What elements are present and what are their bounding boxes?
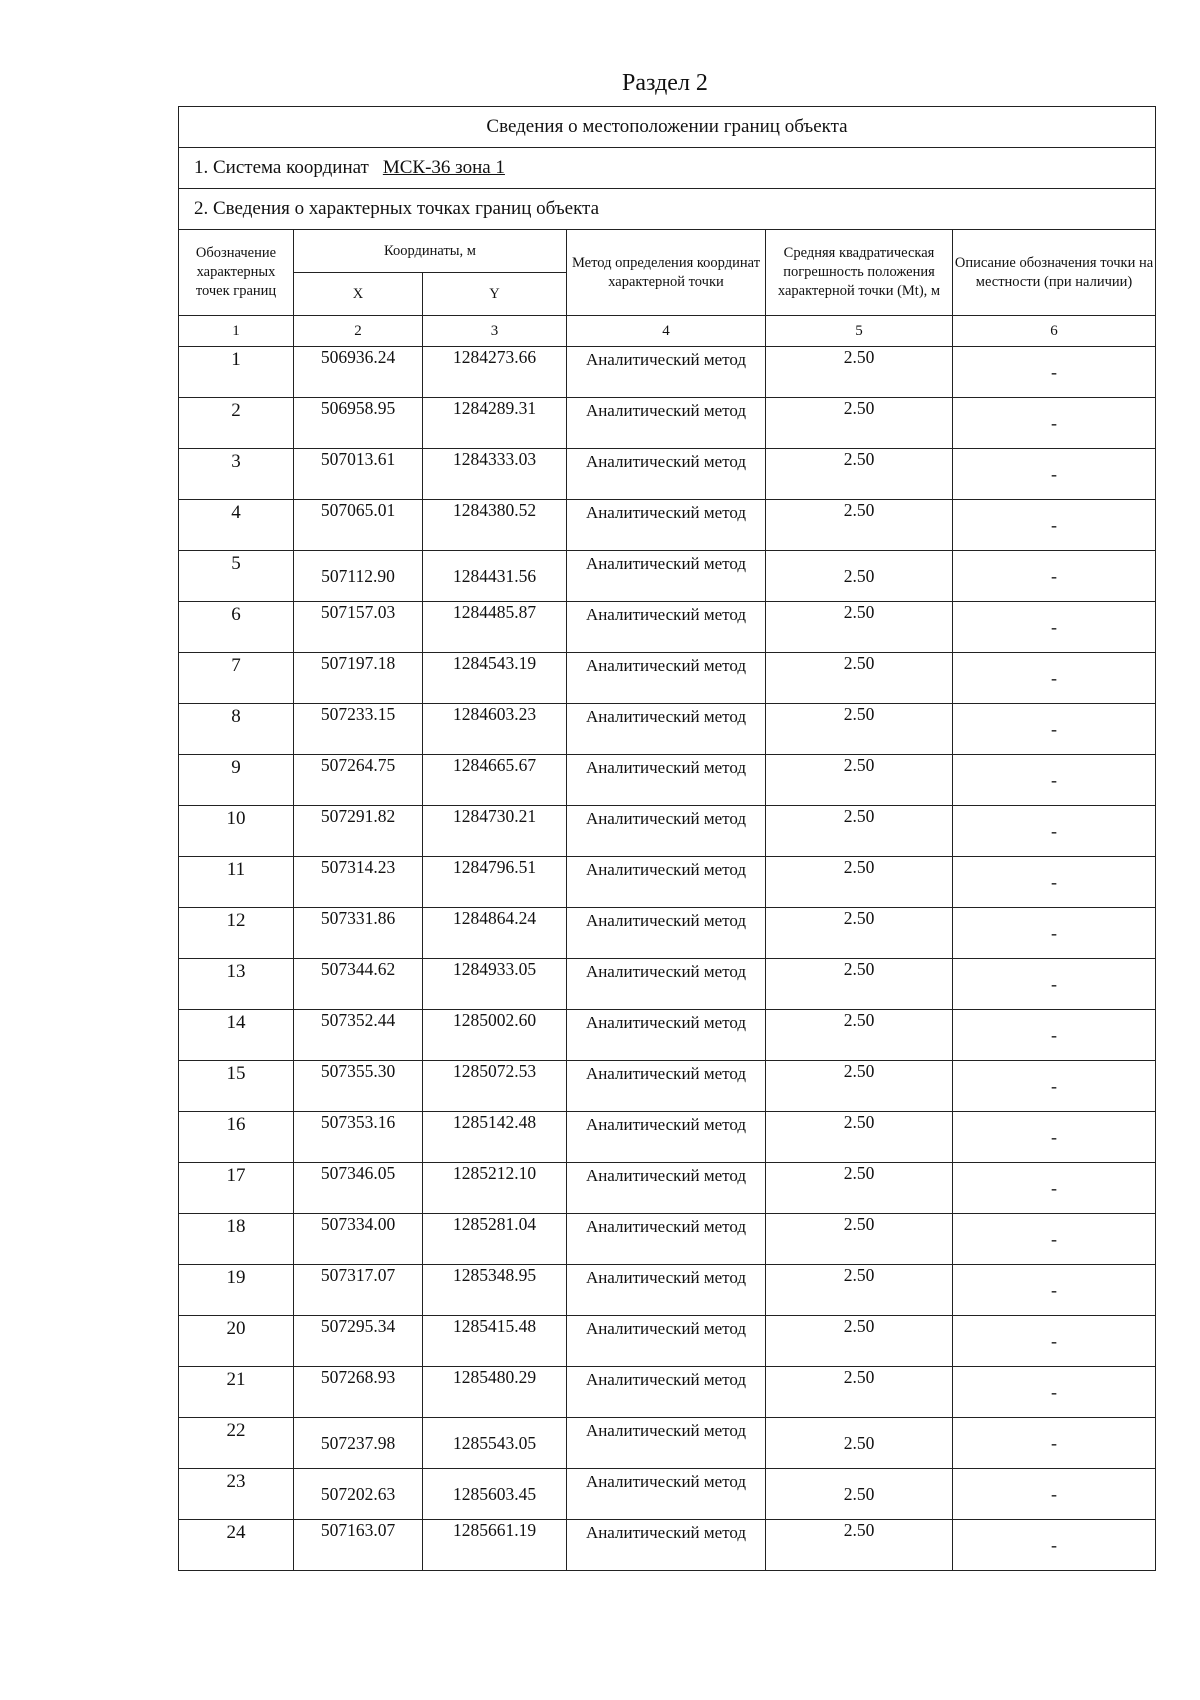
error-cell: 2.50 xyxy=(766,806,953,857)
description-cell: - xyxy=(953,1061,1156,1112)
description-cell: - xyxy=(953,1010,1156,1061)
method-cell: Аналитический метод xyxy=(567,1265,766,1316)
error-cell: 2.50 xyxy=(766,704,953,755)
method-cell: Аналитический метод xyxy=(567,857,766,908)
description-cell: - xyxy=(953,398,1156,449)
description-cell: - xyxy=(953,1214,1156,1265)
method-cell: Аналитический метод xyxy=(567,1316,766,1367)
description-cell: - xyxy=(953,449,1156,500)
coordinate-x: 507163.07 xyxy=(294,1520,423,1571)
method-cell: Аналитический метод xyxy=(567,500,766,551)
coordinate-x: 507065.01 xyxy=(294,500,423,551)
point-number: 20 xyxy=(179,1316,294,1367)
error-cell: 2.50 xyxy=(766,500,953,551)
error-cell: 2.50 xyxy=(766,1112,953,1163)
error-cell: 2.50 xyxy=(766,1520,953,1571)
description-cell: - xyxy=(953,1520,1156,1571)
coordinate-y: 1285142.48 xyxy=(423,1112,567,1163)
description-cell: - xyxy=(953,1163,1156,1214)
point-number: 15 xyxy=(179,1061,294,1112)
table-row xyxy=(179,959,1156,1010)
error-cell: 2.50 xyxy=(766,347,953,398)
coordinate-x: 507314.23 xyxy=(294,857,423,908)
coordinate-y: 1284864.24 xyxy=(423,908,567,959)
table-row xyxy=(179,449,1156,500)
error-cell: 2.50 xyxy=(766,1469,953,1520)
method-cell: Аналитический метод xyxy=(567,1163,766,1214)
method-cell: Аналитический метод xyxy=(567,1010,766,1061)
error-cell: 2.50 xyxy=(766,449,953,500)
column-number: 5 xyxy=(766,316,953,347)
description-cell: - xyxy=(953,1469,1156,1520)
point-number: 17 xyxy=(179,1163,294,1214)
error-cell: 2.50 xyxy=(766,1265,953,1316)
column-number: 1 xyxy=(179,316,294,347)
coordinate-y: 1285281.04 xyxy=(423,1214,567,1265)
description-cell: - xyxy=(953,551,1156,602)
coordinate-y: 1284380.52 xyxy=(423,500,567,551)
coordinate-x: 507346.05 xyxy=(294,1163,423,1214)
column-number: 2 xyxy=(294,316,423,347)
page-title: Раздел 2 xyxy=(622,70,708,96)
table-row xyxy=(179,602,1156,653)
column-number: 3 xyxy=(423,316,567,347)
coordinate-y: 1284273.66 xyxy=(423,347,567,398)
point-number: 11 xyxy=(179,857,294,908)
header-y: Y xyxy=(423,273,567,316)
coordinate-y: 1285348.95 xyxy=(423,1265,567,1316)
coordinate-system-row xyxy=(179,148,1156,189)
error-cell: 2.50 xyxy=(766,908,953,959)
header-error: Средняя квадратическая погрешность положения характерной точки (Mt), м xyxy=(766,230,953,316)
table-row xyxy=(179,908,1156,959)
error-cell: 2.50 xyxy=(766,398,953,449)
coordinate-x: 506936.24 xyxy=(294,347,423,398)
method-cell: Аналитический метод xyxy=(567,1469,766,1520)
error-cell: 2.50 xyxy=(766,857,953,908)
coordinate-x: 507331.86 xyxy=(294,908,423,959)
description-cell: - xyxy=(953,1265,1156,1316)
error-cell: 2.50 xyxy=(766,959,953,1010)
coordinate-y: 1285212.10 xyxy=(423,1163,567,1214)
method-cell: Аналитический метод xyxy=(567,755,766,806)
description-cell: - xyxy=(953,755,1156,806)
method-cell: Аналитический метод xyxy=(567,806,766,857)
description-cell: - xyxy=(953,1418,1156,1469)
method-cell: Аналитический метод xyxy=(567,704,766,755)
coordinate-y: 1285072.53 xyxy=(423,1061,567,1112)
error-cell: 2.50 xyxy=(766,1316,953,1367)
coordinate-y: 1284543.19 xyxy=(423,653,567,704)
table-row xyxy=(179,398,1156,449)
points-section-title: 2. Сведения о характерных точках границ объекта xyxy=(179,189,1156,230)
coordinate-y: 1285603.45 xyxy=(423,1469,567,1520)
coordinate-x: 507013.61 xyxy=(294,449,423,500)
method-cell: Аналитический метод xyxy=(567,959,766,1010)
coordinate-x: 507355.30 xyxy=(294,1061,423,1112)
point-number: 13 xyxy=(179,959,294,1010)
coordinate-x: 507334.00 xyxy=(294,1214,423,1265)
coordinate-system-label: 1. Система координат xyxy=(194,157,369,178)
coordinate-x: 506958.95 xyxy=(294,398,423,449)
table-row xyxy=(179,551,1156,602)
error-cell: 2.50 xyxy=(766,551,953,602)
coordinate-y: 1284730.21 xyxy=(423,806,567,857)
table-row xyxy=(179,1010,1156,1061)
method-cell: Аналитический метод xyxy=(567,653,766,704)
table-row xyxy=(179,500,1156,551)
table-row xyxy=(179,1418,1156,1469)
error-cell: 2.50 xyxy=(766,1010,953,1061)
coordinate-x: 507295.34 xyxy=(294,1316,423,1367)
table-row xyxy=(179,1265,1156,1316)
coordinate-y: 1285415.48 xyxy=(423,1316,567,1367)
table-row xyxy=(179,1469,1156,1520)
method-cell: Аналитический метод xyxy=(567,908,766,959)
coordinate-y: 1285661.19 xyxy=(423,1520,567,1571)
coordinate-x: 507317.07 xyxy=(294,1265,423,1316)
coordinate-x: 507291.82 xyxy=(294,806,423,857)
method-cell: Аналитический метод xyxy=(567,347,766,398)
coordinate-y: 1284289.31 xyxy=(423,398,567,449)
point-number: 18 xyxy=(179,1214,294,1265)
point-number: 3 xyxy=(179,449,294,500)
point-number: 22 xyxy=(179,1418,294,1469)
coordinate-x: 507352.44 xyxy=(294,1010,423,1061)
point-number: 5 xyxy=(179,551,294,602)
description-cell: - xyxy=(953,347,1156,398)
point-number: 8 xyxy=(179,704,294,755)
point-number: 16 xyxy=(179,1112,294,1163)
point-number: 7 xyxy=(179,653,294,704)
method-cell: Аналитический метод xyxy=(567,551,766,602)
coordinate-y: 1284665.67 xyxy=(423,755,567,806)
method-cell: Аналитический метод xyxy=(567,1418,766,1469)
table-row xyxy=(179,1061,1156,1112)
coordinate-x: 507112.90 xyxy=(294,551,423,602)
method-cell: Аналитический метод xyxy=(567,1214,766,1265)
header-designation: Обозначение характерных точек границ xyxy=(179,230,294,316)
coordinate-x: 507202.63 xyxy=(294,1469,423,1520)
point-number: 21 xyxy=(179,1367,294,1418)
description-cell: - xyxy=(953,653,1156,704)
table-row xyxy=(179,1112,1156,1163)
section-title: Сведения о местоположении границ объекта xyxy=(179,107,1156,148)
coordinate-x: 507268.93 xyxy=(294,1367,423,1418)
description-cell: - xyxy=(953,704,1156,755)
coordinate-x: 507237.98 xyxy=(294,1418,423,1469)
header-coordinates: Координаты, м xyxy=(294,230,567,273)
coordinate-y: 1284603.23 xyxy=(423,704,567,755)
table-row xyxy=(179,653,1156,704)
table-row xyxy=(179,1214,1156,1265)
coordinate-y: 1285002.60 xyxy=(423,1010,567,1061)
description-cell: - xyxy=(953,908,1156,959)
column-number: 4 xyxy=(567,316,766,347)
coordinate-system-value: МСК-36 зона 1 xyxy=(382,157,505,178)
coordinate-x: 507233.15 xyxy=(294,704,423,755)
error-cell: 2.50 xyxy=(766,1214,953,1265)
description-cell: - xyxy=(953,806,1156,857)
point-number: 10 xyxy=(179,806,294,857)
error-cell: 2.50 xyxy=(766,1061,953,1112)
point-number: 4 xyxy=(179,500,294,551)
error-cell: 2.50 xyxy=(766,1418,953,1469)
description-cell: - xyxy=(953,1367,1156,1418)
coordinate-y: 1285543.05 xyxy=(423,1418,567,1469)
point-number: 23 xyxy=(179,1469,294,1520)
coordinate-x: 507353.16 xyxy=(294,1112,423,1163)
column-number: 6 xyxy=(953,316,1156,347)
coordinate-y: 1284333.03 xyxy=(423,449,567,500)
point-number: 6 xyxy=(179,602,294,653)
table-row xyxy=(179,347,1156,398)
error-cell: 2.50 xyxy=(766,602,953,653)
table-row xyxy=(179,1316,1156,1367)
error-cell: 2.50 xyxy=(766,755,953,806)
point-number: 19 xyxy=(179,1265,294,1316)
coordinate-x: 507197.18 xyxy=(294,653,423,704)
header-description: Описание обозначения точки на местности (при наличии) xyxy=(953,230,1156,316)
header-method: Метод определения координат характерной точки xyxy=(567,230,766,316)
point-number: 9 xyxy=(179,755,294,806)
table-row xyxy=(179,857,1156,908)
column-numbers-row xyxy=(179,316,1156,347)
description-cell: - xyxy=(953,1112,1156,1163)
point-number: 14 xyxy=(179,1010,294,1061)
error-cell: 2.50 xyxy=(766,1163,953,1214)
table-row xyxy=(179,1163,1156,1214)
coordinate-x: 507264.75 xyxy=(294,755,423,806)
description-cell: - xyxy=(953,1316,1156,1367)
method-cell: Аналитический метод xyxy=(567,1367,766,1418)
table-row xyxy=(179,806,1156,857)
table-row xyxy=(179,1367,1156,1418)
point-number: 1 xyxy=(179,347,294,398)
method-cell: Аналитический метод xyxy=(567,449,766,500)
coordinate-y: 1284933.05 xyxy=(423,959,567,1010)
coordinate-x: 507344.62 xyxy=(294,959,423,1010)
method-cell: Аналитический метод xyxy=(567,602,766,653)
coordinate-y: 1284431.56 xyxy=(423,551,567,602)
coordinate-y: 1285480.29 xyxy=(423,1367,567,1418)
error-cell: 2.50 xyxy=(766,1367,953,1418)
table-row xyxy=(179,755,1156,806)
table-row xyxy=(179,1520,1156,1571)
description-cell: - xyxy=(953,857,1156,908)
point-number: 2 xyxy=(179,398,294,449)
description-cell: - xyxy=(953,602,1156,653)
description-cell: - xyxy=(953,959,1156,1010)
description-cell: - xyxy=(953,500,1156,551)
error-cell: 2.50 xyxy=(766,653,953,704)
coordinate-x: 507157.03 xyxy=(294,602,423,653)
method-cell: Аналитический метод xyxy=(567,1112,766,1163)
header-x: X xyxy=(294,273,423,316)
table-row xyxy=(179,704,1156,755)
coordinate-y: 1284485.87 xyxy=(423,602,567,653)
method-cell: Аналитический метод xyxy=(567,1061,766,1112)
boundary-points-table xyxy=(178,106,1156,1571)
method-cell: Аналитический метод xyxy=(567,1520,766,1571)
coordinate-y: 1284796.51 xyxy=(423,857,567,908)
point-number: 24 xyxy=(179,1520,294,1571)
point-number: 12 xyxy=(179,908,294,959)
method-cell: Аналитический метод xyxy=(567,398,766,449)
